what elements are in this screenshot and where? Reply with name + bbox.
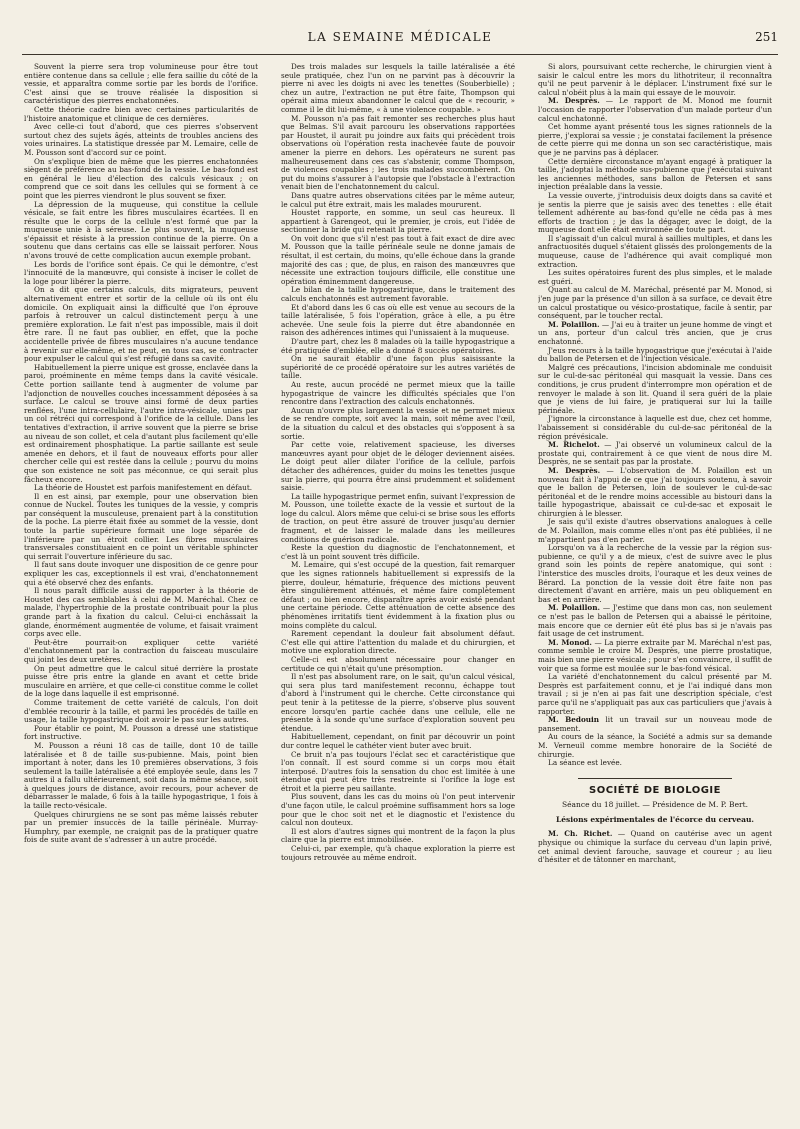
paragraph-text: Lorsqu'on va à la recherche de la vessie par la région sus-pubienne, ce qu'il y a de mieux, c'est de suivre avec le plus grand soin les points de repère anatomique, qui sont : l'interstice des muscles droits, l'ouraque et les deux veines de Bérard. La ponction de la vessie doit être faite non pas directement d'avant en arrière, mais un peu obliquement en bas et en arrière. — [538, 543, 772, 604]
column-3-intro — [538, 63, 772, 97]
paragraph-text: Il s'agissait d'un calcul mural à saillies multiples, et dans les anfractuosités duquel s'étaient glissés des prolongements de la muqueuse, cause de l'adhérence qui avait compliqué mon extraction. — [538, 233, 772, 269]
paragraph — [538, 733, 772, 759]
paragraph-text: lit un travail sur un nouveau mode de pansement. — [538, 715, 772, 733]
paragraph-text: Cette dernière circonstance m'ayant engagé à pratiquer la taille, j'adoptai la méthode sus-pubienne que j'exécutai suivant les anciennes méthodes, sans ballon de Petersen et sans injection préalable dans la vessie. — [538, 156, 772, 192]
paragraph: Il est alors d'autres signes qui montrent de la façon la plus claire que la pierre est immobilisée. — [281, 826, 515, 845]
society-title: SOCIÉTÉ DE BIOLOGIE — [589, 784, 721, 796]
paragraph: Cette théorie cadre bien avec certaines particularités de l'histoire anatomique et clinique de ces dernières. — [24, 104, 258, 123]
text-column-3 — [538, 63, 772, 1123]
page-number: 251 — [755, 30, 778, 44]
paragraph-text: La vessie ouverte, j'introduisis deux doigts dans sa cavité et je sentis la pierre que je saisis avec des tenettes : elle était tellement adhérente au bas-fond qu'elle ne céda pas à mes efforts de traction ; je das la dégager, avec le doigt, de la muqueuse dont elle était environnée de toute part. — [538, 190, 772, 235]
text-column-2 — [281, 63, 515, 1123]
paragraph: Si alors, poursuivant cette recherche, le chirurgien vient à saisir le calcul entre les mors du lithotriteur, il reconnaîtra qu'il ne peut parvenir à le déplacer. L'instrument fixé sur le calcul n'obéit plus à la main qui essaye de le mouvoir. — [538, 63, 772, 97]
paragraph — [538, 321, 772, 347]
paragraph: On ne saurait établir d'une façon plus saisissante la supériorité de ce procédé opératoire sur les autres variétés de taille. — [281, 354, 515, 381]
paragraph — [538, 123, 772, 157]
paragraph: Reste la question du diagnostic de l'enchatonnement, et c'est là un point souvent très difficile. — [281, 543, 515, 561]
paragraph — [538, 759, 772, 768]
paragraph — [538, 518, 772, 544]
speaker-name: M. Richelot. — [548, 440, 600, 450]
speaker-name: M. Bedouin — [548, 715, 600, 725]
speaker-name: M. Ch. Richet. — [548, 829, 613, 839]
paragraph: Rarement cependant la douleur fait absolument défaut. C'est elle qui attire l'attention du malade et du chirurgien, et motive une exploration directe. — [281, 629, 515, 656]
paragraph: Habituellement, cependant, on finit par découvrir un point dur contre lequel le cathéter vient buter avec bruit. — [281, 732, 515, 750]
paragraph-text: Quant au calcul de M. Maréchal, présenté par M. Monod, si j'en juge par la présence d'un sillon à sa surface, ce devait être un calcul prostatique ou vésico-prostatique, facile à sentir, par conséquent, par le toucher rectal. — [538, 285, 772, 321]
paragraph: M. Pousson n'a pas fait remonter ses recherches plus haut que Belmas. S'il avait parcouru les observations rapportées par Houstet, il aurait pu joindre aux faits qui précèdent trois observations où l'opération resta inachevée faute de pouvoir amener la pierre en dehors. Les opérateurs ne surent pas malheureusement dans ces cas s'abstenir, comme Thompson, de violences coupables ; les trois malades succombèrent. On put du moins s'assurer à l'autopsie que l'obstacle à l'extraction venait bien de l'enchatonnement du calcul. — [281, 113, 515, 192]
paragraph — [538, 415, 772, 441]
paragraph — [538, 830, 772, 864]
speaker-name: M. Monod. — [548, 637, 592, 647]
paragraph: Habituellement la pierre unique est grosse, enclavée dans la paroi, proéminente en même temps dans la cavité vésicale. Cette portion saillante tend à augmenter de volume par l'adjonction de nouvelles couches incessamment déposées à sa surface. Le calcul se trouve ainsi formé de deux parties renflées, l'une intra-cellulaire, l'autre intra-vésicale, unies par un col rétréci qui correspond à l'orifice de la cellule. Dans les tentatives d'extraction, il arrive souvent que la pierre se brise au niveau de son collet, et cela d'autant plus facilement qu'elle est ordinairement phosphatique. La partie saillante est seule amenée en dehors, et il faut de nouveaux efforts pour aller chercher celle qui est restée dans la cellule ; pourvu du moins que son existence ne soit pas méconnue, ce qui serait plus fâcheux encore. — [24, 362, 258, 484]
paragraph-text: Malgré ces précautions, l'incision abdominale me conduisit sur le cul-de-sac péritonéal qui masquait la vessie. Dans ces conditions, je crus prudent d'interrompre mon opération et de renvoyer le malade à son lit. Quand il sera guéri de la plaie que je viens de lui faire, je pratiquerai sur lui la taille périnéale. — [538, 362, 772, 415]
paragraph: On peut admettre que le calcul situé derrière la prostate puisse être pris entre la glande en avant et cette bride musculaire en arrière, et que celle-ci constitue comme le collet de la loge dans laquelle il est emprisonné. — [24, 663, 258, 699]
paragraph — [538, 441, 772, 467]
paragraph: La dépression de la muqueuse, qui constitue la cellule vésicale, se fait entre les fibres musculaires écartées. Il en résulte que le corps de la cellule n'est formé que par la muqueuse unie à la séreuse. Le plus souvent, la muqueuse s'épaissit et résiste à la pression continue de la pierre. On a soutenu que dans certains cas elle se laissait perforer. Nous n'avons trouvé de cette complication aucun exemple probant. — [24, 199, 258, 261]
speaker-name: M. Polaillon. — [548, 319, 600, 329]
speaker-name: M. Desprès. — [548, 96, 600, 106]
paragraph — [538, 364, 772, 416]
paragraph: On a dit que certains calculs, dits migrateurs, peuvent alternativement entrer et sortir de la cellule où ils ont élu domicile. On expliquait ainsi la difficulté que l'on éprouve parfois à retrouver un calcul distinctement perçu à une première exploration. Le fait n'est pas impossible, mais il doit être rare. Il ne faut pas oublier, en effet, que la poche accidentelle privée de fibres musculaires n'a aucune tendance à revenir sur elle-même, et ne peut, en tous cas, se contracter pour expulser le calcul qui s'est réfugié dans sa cavité. — [24, 285, 258, 364]
speaker-name: M. Desprès. — [548, 465, 601, 475]
paragraph: Celui-ci, par exemple, qu'à chaque exploration la pierre est toujours retrouvée au même endroit. — [281, 844, 515, 862]
paragraph — [538, 235, 772, 269]
paragraph: Comme traitement de cette variété de calculs, l'on doit d'emblée recourir à la taille, et parmi les procédés de taille en usage, la taille hypogastrique doit avoir le pas sur les autres. — [24, 697, 258, 725]
paragraph — [538, 192, 772, 235]
paragraph: Des trois malades sur lesquels la taille latéralisée a été seule pratiquée, chez l'un on ne parvint pas à découvrir la pierre ni avec les doigts ni avec les tenettes (Souberbielle) ; chez un autre, l'extraction ne put être faite, Thompson qui opérait aima mieux abandonner le calcul que de « recourir, » comme il le dit lui-même, « à une violence coupable. » — [281, 63, 515, 114]
paragraph-text: — L'observation de M. Polaillon est un nouveau fait à l'appui de ce que j'ai toujours soutenu, à savoir que le ballon de Petersen, loin de soulever le cul-de-sac péritonéal et de le rendre moins accessible au bistouri dans la taille hypogastrique, abaissait ce cul-de-sac et exposait le chirurgien à le blesser. — [538, 465, 772, 518]
topic-line: Lésions expérimentales de l'écorce du cerveau. — [555, 814, 755, 824]
paragraph-text: La séance est levée. — [548, 758, 622, 768]
paragraph — [538, 716, 772, 733]
paragraph: On voit donc que s'il n'est pas tout à fait exact de dire avec M. Pousson que la taille périnéale seule ne donne jamais de résultat, il est certain, du moins, qu'elle échoue dans la grande majorité des cas ; que, de plus, en raison des manœuvres que nécessite une extraction toujours difficile, elle constitue une opération éminemment dangereuse. — [281, 233, 515, 286]
section-divider — [578, 778, 732, 779]
paragraph — [538, 467, 772, 519]
paragraph: Dans quatre autres observations citées par le même auteur, le calcul put être extrait, mais les malades moururent. — [281, 190, 515, 209]
journal-title: LA SEMAINE MÉDICALE — [307, 30, 493, 44]
paragraph-text: — J'ai eu à traiter un jeune homme de vingt et un ans, porteur d'un calcul très ancien, que je crus enchatonné. — [538, 319, 772, 346]
paragraph: Et d'abord dans les 6 cas où elle est venue au secours de la taille latéralisée, 5 fois l'opération, grâce à elle, a pu être achevée. Une seule fois la pierre dut être abandonnée en raison des adhérences intimes qui l'unissaient à la muqueuse. — [281, 302, 515, 338]
paragraph: Avec celle-ci tout d'abord, que ces pierres s'observent surtout chez des sujets âgés, atteints de troubles anciens des voies urinaires. La statistique dressée par M. Lemaire, celle de M. Pousson sont d'accord sur ce point. — [24, 122, 258, 157]
paragraph-text: La variété d'enchatonnement du calcul présenté par M. Desprès est parfaitement connu, et je l'ai indiqué dans mon travail ; si je n'en ai pas fait une description spéciale, c'est parce qu'il ne s'appliquait pas aux cas particuliers que j'avais à rapporter. — [538, 672, 772, 716]
paragraph: On s'explique bien de même que les pierres enchatonnées siègent de préférence au bas-fond de la vessie. Le bas-fond est en général le lieu d'élection des calculs vésicaux ; on comprend que ce soit dans les cellules qui se forment à ce point que les pierres viendront le plus souvent se fixer. — [24, 156, 258, 200]
paragraph: Houstet rapporte, en somme, un seul cas heureux. Il appartient à Garengeot, qui le premier, je crois, eut l'idée de sectionner la bride qui retenait la pierre. — [281, 208, 515, 235]
paragraph-text: Je sais qu'il existe d'autres observations analogues à celle de M. Polaillon, mais comme elles n'ont pas été publiées, il ne m'appartient pas d'en parler. — [538, 517, 772, 544]
paragraph-text: — J'ai observé un volumineux calcul de la prostate qui, contrairement à ce que vient de nous dire M. Desprès, ne se sentait pas par la prostate. — [538, 440, 772, 467]
paragraph-text: — La pierre extraite par M. Maréchal n'est pas, comme semble le croire M. Desprès, une pierre prostatique, mais bien une pierre vésicale ; pour s'en convaincre, il suffit de voir que sa forme est moulée sur le bas-fond vésical. — [538, 637, 772, 673]
paragraph-text: Au cours de la séance, la Société a admis sur sa demande M. Verneuil comme membre honoraire de la Société de chirurgie. — [538, 732, 772, 759]
paragraph: Ce bruit n'a pas toujours l'éclat sec et caractéristique que l'on connaît. Il est sourd comme si un corps mou était interposé. D'autres fois la sensation du choc est limitée à une étendue qui peut être très restreinte si l'orifice la loge est étroit et la pierre peu saillante. — [281, 749, 515, 793]
paragraph — [538, 97, 772, 123]
paragraph: M. Lemaire, qui s'est occupé de la question, fait remarquer que les signes rationnels habituellement si expressifs de la pierre, douleur, hématurie, fréquence des mictions peuvent être singulièrement atténués, et même faire complètement défaut ; ou bien encore, disparaître après avoir existé pendant une certaine période. Cette atténuation de cette absence des phénomènes irritatifs tient évidemment à la fixation plus ou moins complète du calcul. — [281, 560, 515, 630]
paragraph: La taille hypogastrique permet enfin, suivant l'expression de M. Pousson, une toilette exacte de la vessie et surtout de la loge du calcul. Alors même que celui-ci se brise sous les efforts de traction, on peut être assuré de trouver jusqu'au dernier fragment, et de laisser le malade dans les meilleures conditions de guérison radicale. — [281, 491, 515, 544]
paragraph — [538, 544, 772, 604]
paragraph: Pour établir ce point, M. Pousson a dressé une statistique fort instructive. — [24, 723, 258, 742]
paragraph-text: J'eus recours à la taille hypogastrique que j'exécutai à l'aide du ballon de Petersen et de l'injection vésicale. — [538, 345, 772, 364]
paragraph-text: — Quand on cautérise avec un agent physique ou chimique la surface du cerveau d'un lapin privé, cet animal devient farouche, sauvage et coureur ; au lieu d'hésiter et de tâtonner en marchant, — [538, 829, 772, 865]
paragraph — [538, 158, 772, 192]
paragraph: M. Pousson a réuni 18 cas de taille, dont 10 de taille latéralisée et 8 de taille sus-pubienne. Mais, point bien important à noter, dans les 10 premières observations, 3 fois seulement la taille latéralisée a été employée seule, dans les 7 autres il a fallu ultérieurement, soit dans la même séance, soit à quelques jours de distance, avoir recours, pour achever de débarrasser le malade, 6 fois à la taille hypogastrique, 1 fois à la taille recto-vésicale. — [24, 740, 258, 811]
paragraph: La théorie de Houstet est parfois manifestement en défaut. — [34, 483, 253, 493]
paragraph: Quelques chirurgiens ne se sont pas même laissés rebuter par un premier insuccès de la taille périnéale. Murray-Humphry, par exemple, ne craignit pas de la pratiquer quatre fois de suite avant de s'adresser à un autre procédé. — [24, 809, 258, 845]
paragraph — [538, 269, 772, 286]
paragraph: D'autre part, chez les 8 malades où la taille hypogastrique a été pratiquée d'emblée, elle a donné 8 succès opératoires. — [281, 337, 515, 355]
paragraph — [538, 286, 772, 320]
paragraph: Il en est ainsi, par exemple, pour une observation bien connue de Nuckel. Toutes les tuniques de la vessie, y compris par conséquent la musculeuse, prenaient part à la constitution de la poche. La pierre était fixée au sommet de la vessie, dont toute la partie supérieure formait une loge séparée de l'inférieure par un étroit collier. Les fibres musculaires transversales constituaient en ce point un véritable sphincter qui serrait l'ouverture inférieure du sac. — [24, 491, 258, 561]
paragraph-text: — Le rapport de M. Monod me fournit l'occasion de rapporter l'observation d'un malade porteur d'un calcul enchatonné. — [538, 96, 772, 123]
paragraph: Il faut sans doute invoquer une disposition de ce genre pour expliquer les cas, exceptionnels il est vrai, d'enchatonnement qui a été observé chez des enfants. — [24, 560, 258, 587]
paragraph — [538, 347, 772, 364]
biologie-discussion — [538, 830, 772, 864]
paragraph: Celle-ci est absolument nécessaire pour changer en certitude ce qui n'était qu'une présomption. — [281, 654, 515, 673]
paragraph: Plus souvent, dans les cas du moins où l'on peut intervenir d'une façon utile, le calcul proémine suffisamment hors sa loge pour que le choc soit net et le diagnostic et l'existence du calcul non douteux. — [281, 792, 515, 828]
paragraph: Il n'est pas absolument rare, on le sait, qu'un calcul vésical, qui sera plus tard manifestement reconnu, échappe tout d'abord à l'instrument qui le cherche. Cette circonstance qui peut tenir à la petitesse de la pierre, s'observe plus souvent encore lorsqu'en partie cachée dans une cellule, elle ne présente à la sonde qu'une surface d'exploration souvent peu étendue. — [281, 672, 515, 733]
paragraph: Les bords de l'orifice sont épais. Ce qui le démontre, c'est l'innocuité de la manœuvre, qui consiste à inciser le collet de la loge pour libérer la pierre. — [24, 259, 258, 286]
paragraph — [538, 604, 772, 638]
paragraph: Par cette voie, relativement spacieuse, les diverses manœuvres ayant pour objet de le déloger deviennent aisées. Le doigt peut aller dilater l'orifice de la cellule, parfois détacher des adhérences, guider du moins les tenettes jusque sur la pierre, qui pourra être ainsi prudemment et solidement saisie. — [281, 440, 515, 493]
chirurgie-discussion — [538, 97, 772, 767]
paragraph — [538, 673, 772, 716]
paragraph: Peut-être pourrait-on expliquer cette variété d'enchatonnement par la contraction du faisceau musculaire qui joint les deux uretères. — [24, 637, 258, 664]
paragraph-text: Les suites opératoires furent des plus simples, et le malade est guéri. — [538, 268, 772, 286]
paragraph: Souvent la pierre sera trop volumineuse pour être tout entière contenue dans sa cellule ; elle fera saillie du côté de la vessie, et apparaîtra comme sortie par les bords de l'orifice. C'est ainsi que se trouve réalisée la disposition si caractéristique des pierres enchatonnées. — [24, 63, 258, 106]
paragraph-text: Cet homme ayant présenté tous les signes rationnels de la pierre, j'explorai sa vessie ; je constatai facilement la présence de cette pierre qui me donna un son sec caractéristique, mais que je ne parvins pas à déplacer. — [538, 122, 772, 157]
page-header — [22, 30, 778, 55]
text-column-1 — [24, 63, 258, 1123]
paragraph: Il nous paraît difficile aussi de rapporter à la théorie de Houstet des cas semblables à celui de M. Maréchal. Chez ce malade, l'hypertrophie de la prostate contribuait pour la plus grande part à la fixation du calcul. Celui-ci enchâssait la glande, énormément augmentée de volume, et faisait vraiment corps avec elle. — [24, 586, 258, 639]
paragraph-text: J'ignore la circonstance à laquelle est due, chez cet homme, l'abaissement si considérable du cul-de-sac péritonéal de la région prévésicale. — [538, 414, 772, 441]
paragraph: Au reste, aucun procédé ne permet mieux que la taille hypogastrique de vaincre les difficultés spéciales que l'on rencontre dans l'extraction des calculs enchatonnés. — [281, 379, 515, 407]
speaker-name: M. Polaillon. — [548, 603, 601, 613]
paragraph-text: — J'estime que dans mon cas, non seulement ce n'est pas le ballon de Petersen qui a abaissé le péritoine, mais encore que ce dernier eût été plus bas si je n'avais pas fait usage de cet instrument. — [538, 603, 772, 639]
paragraph: Le bilan de la taille hypogastrique, dans le traitement des calculs enchatonnés est autrement favorable. — [281, 285, 515, 304]
paragraph: Aucun n'ouvre plus largement la vessie et ne permet mieux de se rendre compte, soit avec la main, soit même avec l'œil, de la situation du calcul et des obstacles qui s'opposent à sa sortie. — [281, 405, 515, 441]
paragraph — [538, 639, 772, 673]
session-line: Séance du 18 juillet. — Présidence de M. P. Bert. — [561, 800, 748, 810]
